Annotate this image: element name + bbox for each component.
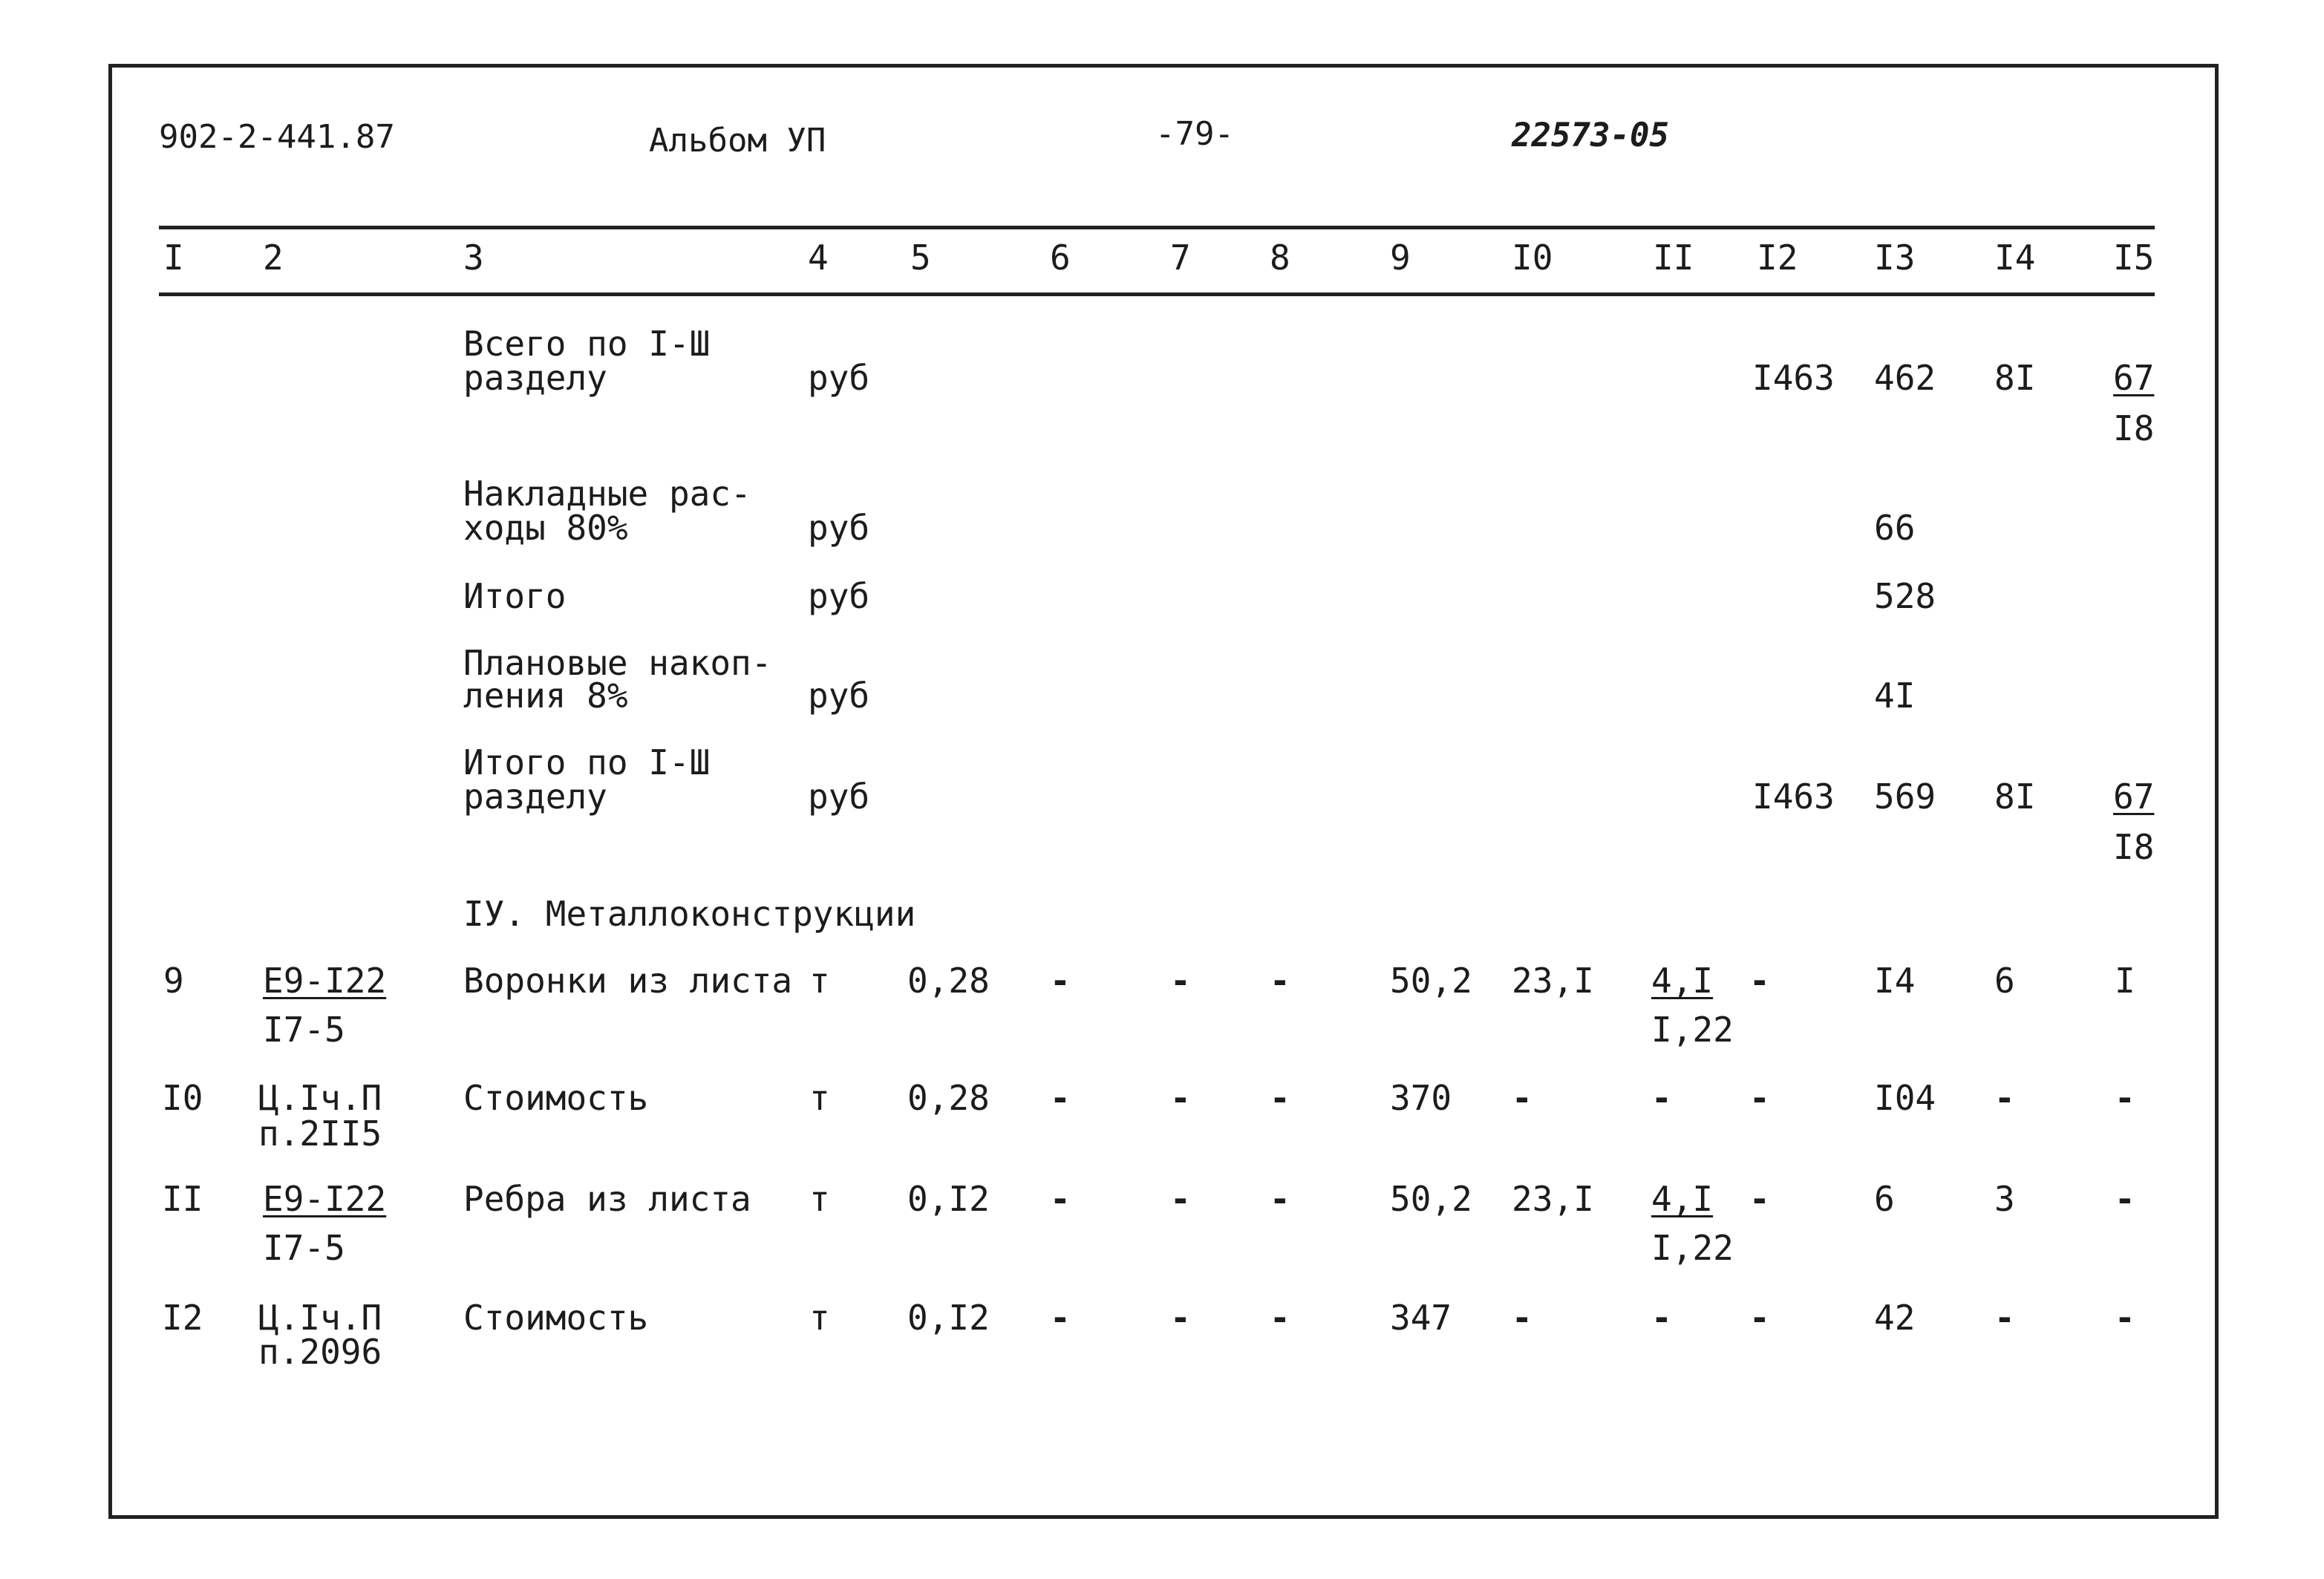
total-c12: I463 bbox=[1752, 358, 1835, 398]
col-header-3: 3 bbox=[463, 238, 484, 278]
reference-number: 22573-05 bbox=[1512, 117, 1669, 154]
total-c13: 462 bbox=[1874, 358, 1936, 398]
row-c6: - bbox=[1050, 1078, 1071, 1118]
row-c9: 347 bbox=[1390, 1298, 1452, 1338]
row-c11-line1: 4,I bbox=[1651, 1179, 1714, 1219]
row-unit: т bbox=[809, 1298, 830, 1338]
final-c12: I463 bbox=[1752, 777, 1835, 817]
row-c8: - bbox=[1270, 1298, 1290, 1338]
planned-unit: руб bbox=[808, 676, 870, 716]
row-c9: 370 bbox=[1390, 1078, 1452, 1118]
header-rule-top bbox=[159, 226, 2155, 229]
header-rule-bottom bbox=[159, 292, 2155, 296]
row-c13: 6 bbox=[1874, 1179, 1895, 1219]
col-header-9: 9 bbox=[1390, 238, 1411, 278]
row-code-line2: п.2096 bbox=[258, 1332, 382, 1372]
itogo-unit: руб bbox=[808, 576, 870, 616]
row-name: Ребра из листа bbox=[463, 1179, 751, 1219]
row-c11-line1: 4,I bbox=[1651, 961, 1714, 1001]
col-header-13: I3 bbox=[1874, 238, 1916, 278]
final-c15-numerator: 67 bbox=[2113, 777, 2155, 817]
overhead-label-line2: ходы 80% bbox=[463, 508, 628, 548]
row-c12: - bbox=[1749, 1078, 1770, 1118]
row-c10: 23,I bbox=[1512, 961, 1594, 1001]
row-c9: 50,2 bbox=[1390, 961, 1472, 1001]
row-c12: - bbox=[1749, 1179, 1770, 1219]
row-c9: 50,2 bbox=[1390, 1179, 1472, 1219]
row-c15: - bbox=[2115, 1179, 2135, 1219]
col-header-7: 7 bbox=[1170, 238, 1191, 278]
row-code-line2: I7-5 bbox=[263, 1010, 345, 1050]
row-c7: - bbox=[1170, 1298, 1191, 1338]
row-c8: - bbox=[1270, 1078, 1290, 1118]
row-c13: I04 bbox=[1874, 1078, 1936, 1118]
overhead-c13: 66 bbox=[1874, 508, 1916, 548]
row-c10: 23,I bbox=[1512, 1179, 1594, 1219]
row-c14: - bbox=[1994, 1298, 2015, 1338]
planned-label-line2: ления 8% bbox=[463, 676, 628, 716]
col-header-8: 8 bbox=[1270, 238, 1290, 278]
total-unit: руб bbox=[808, 358, 870, 398]
itogo-c13: 528 bbox=[1874, 576, 1936, 616]
overhead-unit: руб bbox=[808, 508, 870, 548]
row-code-line1: Ц.Iч.П bbox=[258, 1078, 382, 1118]
row-c6: - bbox=[1050, 961, 1071, 1001]
final-c15-denominator: I8 bbox=[2113, 827, 2155, 867]
col-header-6: 6 bbox=[1050, 238, 1071, 278]
row-code-line1: Е9-I22 bbox=[263, 961, 387, 1001]
total-label-line2: разделу bbox=[463, 358, 607, 398]
row-code-line2: I7-5 bbox=[263, 1228, 345, 1268]
row-c15: I bbox=[2115, 961, 2135, 1001]
itogo-label: Итого bbox=[463, 576, 567, 616]
doc-code: 902-2-441.87 bbox=[159, 118, 395, 156]
overhead-label-line1: Накладные рас- bbox=[463, 474, 751, 514]
row-c11-line2: I,22 bbox=[1651, 1010, 1734, 1050]
planned-label-line1: Плановые накоп- bbox=[463, 643, 772, 683]
col-header-4: 4 bbox=[808, 238, 829, 278]
row-c13: 42 bbox=[1874, 1298, 1916, 1338]
row-unit: т bbox=[809, 961, 830, 1001]
final-label-line2: разделу bbox=[463, 777, 607, 817]
row-c7: - bbox=[1170, 961, 1191, 1001]
col-header-11: II bbox=[1653, 238, 1694, 278]
row-c10: - bbox=[1512, 1298, 1533, 1338]
col-header-1: I bbox=[163, 238, 184, 278]
album-label: Альбом УП bbox=[649, 122, 826, 160]
row-c5: 0,28 bbox=[907, 961, 990, 1001]
row-name: Воронки из листа bbox=[463, 961, 793, 1001]
row-c11: - bbox=[1651, 1078, 1672, 1118]
col-header-12: I2 bbox=[1757, 238, 1798, 278]
col-header-10: I0 bbox=[1512, 238, 1553, 278]
row-c14: 3 bbox=[1994, 1179, 2015, 1219]
row-c6: - bbox=[1050, 1298, 1071, 1338]
row-number: II bbox=[162, 1179, 203, 1219]
row-number: I0 bbox=[162, 1078, 203, 1118]
row-c15: - bbox=[2115, 1298, 2135, 1338]
total-c15-denominator: I8 bbox=[2113, 408, 2155, 448]
row-c7: - bbox=[1170, 1078, 1191, 1118]
planned-c13: 4I bbox=[1874, 676, 1916, 716]
section-title: IУ. Металлоконструкции bbox=[463, 894, 916, 934]
final-unit: руб bbox=[808, 777, 870, 817]
row-c11: - bbox=[1651, 1298, 1672, 1338]
row-c14: 6 bbox=[1994, 961, 2015, 1001]
row-name: Стоимость bbox=[463, 1298, 649, 1338]
row-c12: - bbox=[1749, 961, 1770, 1001]
final-c13: 569 bbox=[1874, 777, 1936, 817]
row-c14: - bbox=[1994, 1078, 2015, 1118]
total-label-line1: Всего по I-Ш bbox=[463, 324, 711, 364]
page-number: -79- bbox=[1155, 115, 1234, 153]
total-c15-numerator: 67 bbox=[2113, 358, 2155, 398]
total-c14: 8I bbox=[1994, 358, 2036, 398]
row-c5: 0,I2 bbox=[907, 1298, 990, 1338]
row-c15: - bbox=[2115, 1078, 2135, 1118]
row-c8: - bbox=[1270, 961, 1290, 1001]
col-header-14: I4 bbox=[1994, 238, 2036, 278]
final-label-line1: Итого по I-Ш bbox=[463, 742, 711, 782]
row-c7: - bbox=[1170, 1179, 1191, 1219]
row-c6: - bbox=[1050, 1179, 1071, 1219]
col-header-5: 5 bbox=[910, 238, 931, 278]
row-c11-line2: I,22 bbox=[1651, 1228, 1734, 1268]
row-c5: 0,I2 bbox=[907, 1179, 990, 1219]
row-c13: I4 bbox=[1874, 961, 1916, 1001]
row-code-line1: Е9-I22 bbox=[263, 1179, 387, 1219]
final-c14: 8I bbox=[1994, 777, 2036, 817]
row-c8: - bbox=[1270, 1179, 1290, 1219]
row-c12: - bbox=[1749, 1298, 1770, 1338]
row-code-line2: п.2II5 bbox=[258, 1114, 382, 1154]
row-name: Стоимость bbox=[463, 1078, 649, 1118]
row-c10: - bbox=[1512, 1078, 1533, 1118]
row-code-line1: Ц.Iч.П bbox=[258, 1298, 382, 1338]
row-unit: т bbox=[809, 1078, 830, 1118]
col-header-2: 2 bbox=[263, 238, 284, 278]
row-unit: т bbox=[809, 1179, 830, 1219]
row-number: I2 bbox=[162, 1298, 203, 1338]
row-c5: 0,28 bbox=[907, 1078, 990, 1118]
col-header-15: I5 bbox=[2113, 238, 2155, 278]
row-number: 9 bbox=[163, 961, 184, 1001]
